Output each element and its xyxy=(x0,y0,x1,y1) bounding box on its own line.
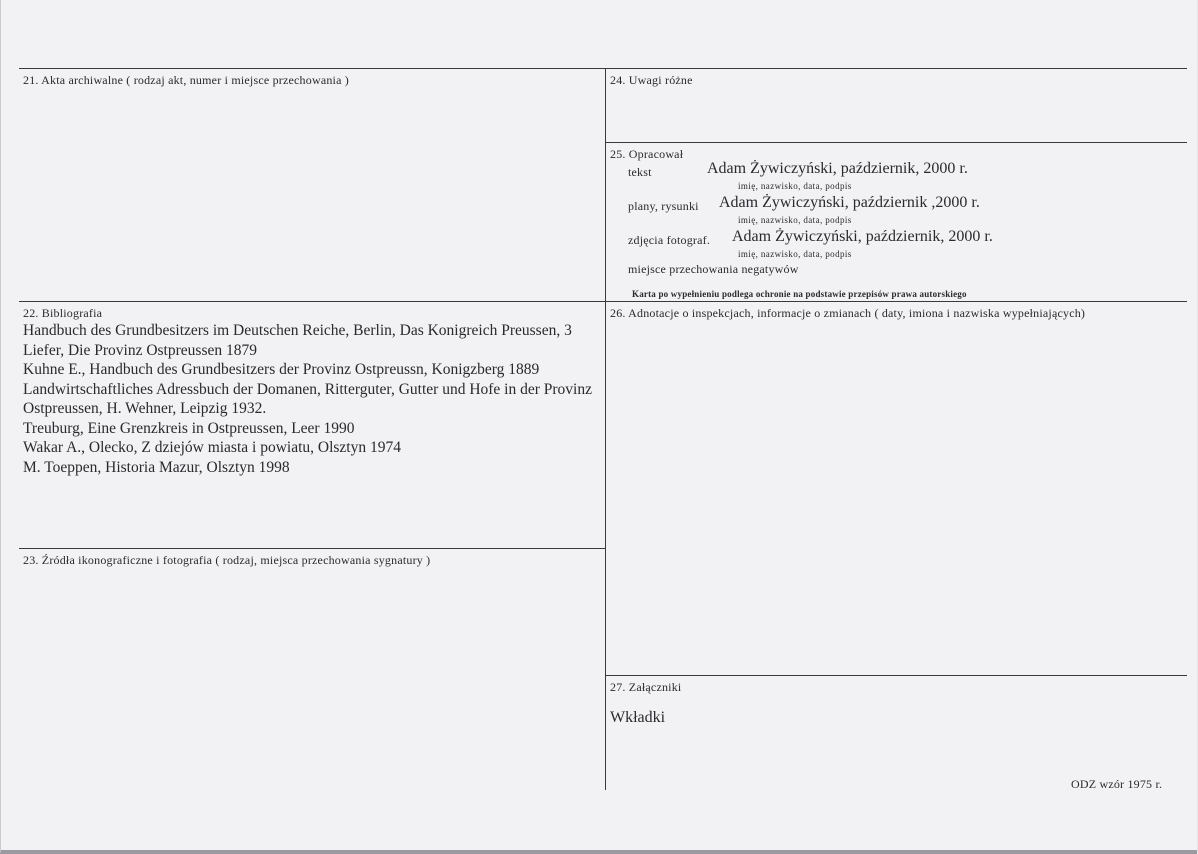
form-id: ODZ wzór 1975 r. xyxy=(1071,777,1163,791)
author-row-key: zdjęcia fotograf. xyxy=(628,233,711,247)
author-row-hint: imię, nazwisko, data, podpis xyxy=(738,215,852,225)
rule-22-23 xyxy=(19,548,605,549)
bibliography-entry: Treuburg, Eine Grenzkreis in Ostpreussen, Leer 1990 xyxy=(23,419,355,437)
rule-21-22 xyxy=(19,301,605,302)
author-row-hint: imię, nazwisko, data, podpis xyxy=(738,181,852,191)
author-row-value: Adam Żywiczyński, październik, 2000 r. xyxy=(732,228,993,245)
bibliography-entry: Handbuch des Grundbesitzers im Deutschen Reiche, Berlin, Das Konigreich Preussen, 3 Liefer, Die Provinz Ostpreussen 1879 xyxy=(23,322,572,359)
section-24-label: 24. Uwagi różne xyxy=(610,73,693,87)
rule-24-25 xyxy=(605,142,1187,143)
bibliography-entry: Landwirtschaftliches Adressbuch der Domanen, Ritterguter, Gutter und Hofe in der Provinz Ostpreussen, H. Wehner, Leipzig 1932. xyxy=(23,380,592,417)
section-25-label: 25. Opracował xyxy=(610,147,684,161)
copyright-note: Karta po wypełnieniu podlega ochronie na podstawie przepisów prawa autorskiego xyxy=(632,289,967,299)
author-row-key: tekst xyxy=(628,165,652,179)
bibliography-entry: M. Toeppen, Historia Mazur, Olsztyn 1998 xyxy=(23,458,290,476)
section-26-label: 26. Adnotacje o inspekcjach, informacje o zmianach ( daty, imiona i nazwiska wypełniających) xyxy=(610,306,1086,320)
author-row-key: plany, rysunki xyxy=(628,199,699,213)
section-21-label: 21. Akta archiwalne ( rodzaj akt, numer i miejsce przechowania ) xyxy=(23,73,350,87)
rule-26-27 xyxy=(605,675,1187,676)
bibliography-entry: Kuhne E., Handbuch des Grundbesitzers der Provinz Ostpreussn, Konigzberg 1889 xyxy=(23,361,540,378)
rule-25-26 xyxy=(605,301,1187,302)
section-23-label: 23. Źródła ikonograficzne i fotografia ( rodzaj, miejsca przechowania sygnatury ) xyxy=(23,553,431,567)
section-22-label: 22. Bibliografia xyxy=(23,306,103,320)
attachments-value: Wkładki xyxy=(610,709,666,726)
author-row-value: Adam Żywiczyński, październik ,2000 r. xyxy=(719,194,980,211)
center-divider xyxy=(605,68,606,790)
bibliography-list xyxy=(23,321,603,477)
author-row-value: Adam Żywiczyński, październik, 2000 r. xyxy=(707,160,968,177)
top-rule xyxy=(19,68,1187,69)
negatives-location-label: miejsce przechowania negatywów xyxy=(628,262,799,276)
section-27-label: 27. Załączniki xyxy=(610,680,682,694)
bibliography-entry: Wakar A., Olecko, Z dziejów miasta i powiatu, Olsztyn 1974 xyxy=(23,439,401,456)
author-row-hint: imię, nazwisko, data, podpis xyxy=(738,249,852,259)
